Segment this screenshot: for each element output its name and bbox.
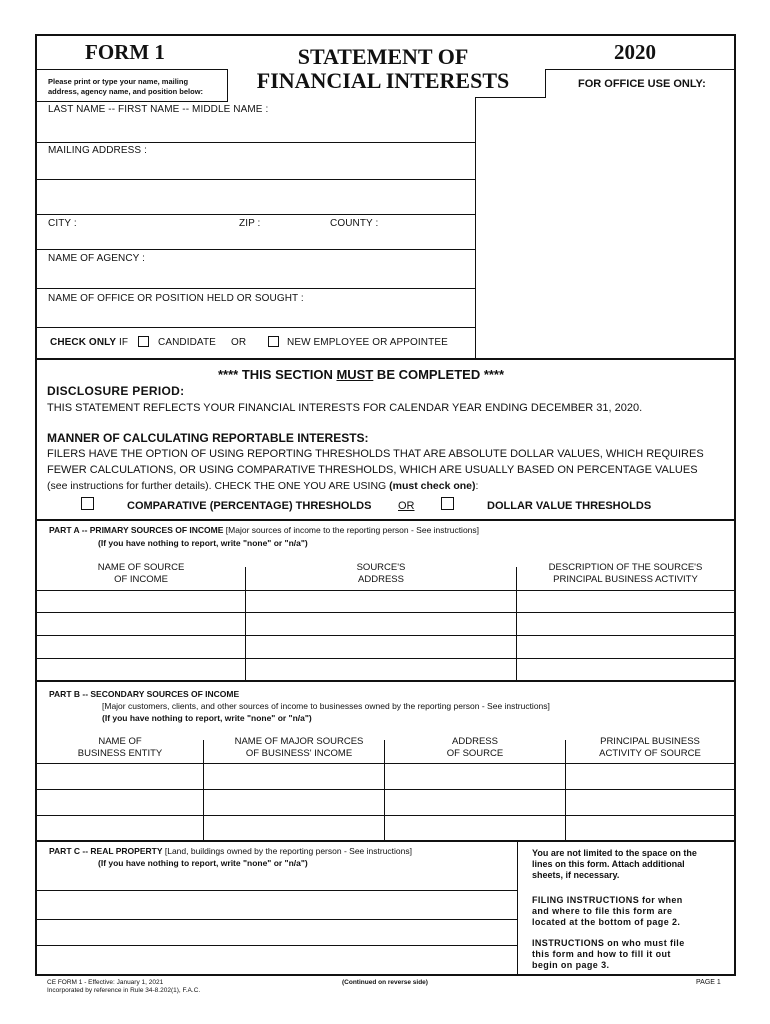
if-label: IF [119,337,129,348]
office-use-border [475,97,476,359]
disclosure-heading: DISCLOSURE PERIOD: [47,384,185,398]
candidate-label: CANDIDATE [158,337,216,348]
part-c-side-divider [517,841,518,975]
threshold-or-label: OR [398,500,415,512]
zip-label: ZIP : [239,218,261,229]
print-instruction: Please print or type your name, mailing address, agency name, and position below: [48,77,204,96]
comparative-checkbox[interactable] [81,497,94,510]
part-c-table-rows[interactable] [37,891,517,974]
footer-reference: CE FORM 1 - Effective: January 1, 2021 Incorporated by reference in Rule 34-8.202(1), F.A.C. [47,979,201,994]
section-divider [37,680,734,682]
field-line [37,327,475,328]
side-note-space: You are not limited to the space on the lines on this form. Attach additional sheets, if necessary. [532,848,697,880]
part-a-col-name: NAME OF SOURCE OF INCOME [97,562,185,585]
part-b-col-activity: PRINCIPAL BUSINESS ACTIVITY OF SOURCE [599,736,701,759]
header-bracket-left [227,69,228,101]
city-label: CITY : [48,218,77,229]
city-zip-county-field[interactable] [37,215,474,249]
mailing-address-label: MAILING ADDRESS : [48,145,147,156]
position-label: NAME OF OFFICE OR POSITION HELD OR SOUGHT : [48,293,304,304]
part-a-col-address: SOURCE'S ADDRESS [356,562,406,585]
header-divider-left [37,69,227,70]
section-divider [37,519,734,521]
manner-line3: (see instructions for further details). CHECK THE ONE YOU ARE USING (must check one): [47,480,479,492]
side-note-instructions: INSTRUCTIONS on who must file this form and how to fill it out begin on page 3. [532,938,685,970]
part-b-col-address: ADDRESS OF SOURCE [446,736,504,759]
header-bracket-right-bottom [475,97,546,98]
section-divider [37,840,734,842]
position-field[interactable] [37,289,474,327]
manner-heading: MANNER OF CALCULATING REPORTABLE INTERESTS: [47,431,369,445]
part-b-note: [Major customers, clients, and other sources of income to businesses owned by the reporting person - See instructions] [102,701,550,711]
part-c-none-note: (If you have nothing to report, write "none" or "n/a") [98,858,308,868]
agency-label: NAME OF AGENCY : [48,253,145,264]
dollar-label: DOLLAR VALUE THRESHOLDS [487,500,652,512]
part-a-title: PART A -- PRIMARY SOURCES OF INCOME [Major sources of income to the reporting person - See instructions] [49,525,480,535]
agency-field[interactable] [37,250,474,288]
name-field[interactable] [37,104,474,142]
must-complete-banner: **** THIS SECTION MUST BE COMPLETED **** [218,367,505,382]
manner-line2: FEWER CALCULATIONS, OR USING COMPARATIVE THRESHOLDS, WHICH ARE USUALLY BASED ON PERCENTAGE VALUES [47,464,698,476]
page-number: PAGE 1 [696,979,721,986]
new-employee-label: NEW EMPLOYEE OR APPOINTEE [287,337,448,348]
candidate-checkbox[interactable] [138,336,149,347]
office-use-label: FOR OFFICE USE ONLY: [578,78,706,90]
side-note-filing: FILING INSTRUCTIONS for when and where to file this form are located at the bottom of page 2. [532,895,683,927]
header-divider-right [545,69,734,70]
dollar-checkbox[interactable] [441,497,454,510]
comparative-label: COMPARATIVE (PERCENTAGE) THRESHOLDS [127,500,372,512]
check-only-label: CHECK ONLY [50,337,117,348]
form-year: 2020 [614,40,656,64]
county-label: COUNTY : [330,218,379,229]
continued-note: (Continued on reverse side) [342,979,428,986]
header-bracket-right [545,69,546,97]
part-a-table-rows[interactable] [37,591,734,679]
form-title: FORM 1 [85,40,165,64]
or-label: OR [231,337,247,348]
mailing-address-field[interactable] [37,143,474,179]
part-b-title: PART B -- SECONDARY SOURCES OF INCOME [49,689,240,699]
manner-line1: FILERS HAVE THE OPTION OF USING REPORTING THRESHOLDS THAT ARE ABSOLUTE DOLLAR VALUES, WHICH REQUIRES [47,448,704,460]
statement-title-line2: FINANCIAL INTERESTS [256,68,510,93]
new-employee-checkbox[interactable] [268,336,279,347]
header-divider-bottom-left [37,101,228,102]
part-b-col-sources: NAME OF MAJOR SOURCES OF BUSINESS' INCOME [234,736,364,759]
section-divider [37,358,734,360]
disclosure-text: THIS STATEMENT REFLECTS YOUR FINANCIAL INTERESTS FOR CALENDAR YEAR ENDING DECEMBER 31, 2020. [47,402,643,414]
mailing-address-field-2[interactable] [37,180,474,214]
statement-title-line1: STATEMENT OF [297,44,469,69]
part-a-none-note: (If you have nothing to report, write "none" or "n/a") [98,538,308,548]
name-field-label: LAST NAME -- FIRST NAME -- MIDDLE NAME : [48,104,269,115]
part-b-col-entity: NAME OF BUSINESS ENTITY [77,736,163,759]
part-a-col-activity: DESCRIPTION OF THE SOURCE'S PRINCIPAL BUSINESS ACTIVITY [548,562,703,585]
part-c-title: PART C -- REAL PROPERTY [Land, buildings owned by the reporting person - See instructions] [49,846,412,856]
part-b-none-note: (If you have nothing to report, write "none" or "n/a") [102,713,312,723]
part-b-table-rows[interactable] [37,764,734,839]
